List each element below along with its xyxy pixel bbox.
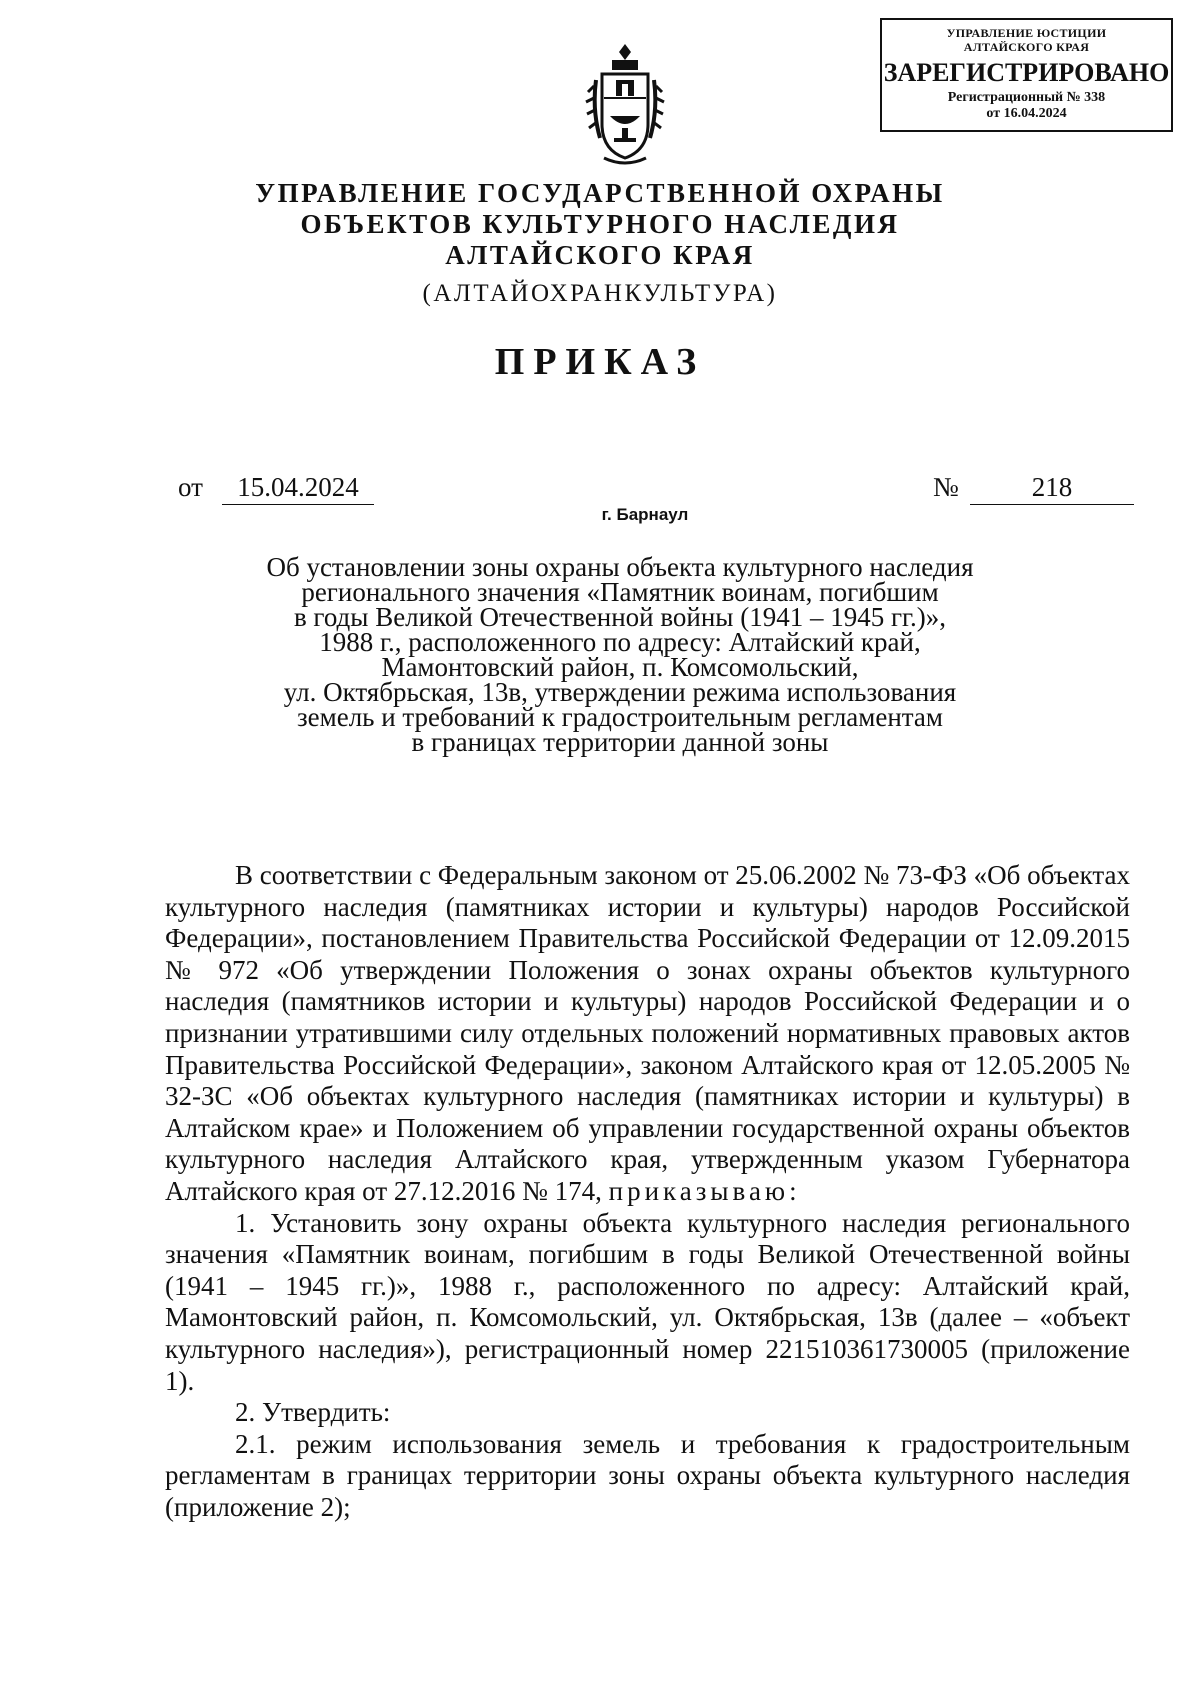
- subject-line: в границах территории данной зоны: [411, 727, 829, 757]
- number-label: №: [933, 472, 959, 502]
- stamp-reg-date: от 16.04.2024: [986, 106, 1067, 121]
- stamp-status: ЗАРЕГИСТРИРОВАНО: [883, 58, 1170, 87]
- order-word: приказываю:: [608, 1175, 801, 1206]
- preamble-text: В соответствии с Федеральным законом от 25.06.2002 № 73-ФЗ «Об объектах культурного наследия (памятниках истории и культуры) народов Российской Федерации», постановлением Правительства Российской Федерации от 12.09.2015 № 972 «Об утверждении Положения о зонах охраны объектов культурного наследия (памятников истории и культуры) народов Российской Федерации и о признании утратившими силу отдельных положений нормативных правовых актов Правительства Российской Федерации», законом Алтайского края от 12.05.2005 № 32-ЗС «Об объектах культурного наследия (памятниках истории и культуры) в Алтайском крае» и Положением об управлении государственной охраны объектов культурного наследия Алтайского края, утвержденным указом Губернатора Алтайского края от 27.12.2016 № 174,: [165, 860, 1131, 1206]
- org-name-line1: УПРАВЛЕНИЕ ГОСУДАРСТВЕННОЙ ОХРАНЫ: [255, 178, 945, 208]
- altai-krai-coat-of-arms-icon: [582, 40, 668, 180]
- stamp-reg-number: Регистрационный № 338: [947, 90, 1106, 105]
- document-number: 218: [970, 472, 1134, 505]
- subject-line: Мамонтовский район, п. Комсомольский,: [381, 652, 859, 682]
- item-1-paragraph: 1. Установить зону охраны объекта культурного наследия регионального значения «Памятник воинам, погибшим в годы Великой Отечественной войны (1941 – 1945 гг.)», 1988 г., расположенного по адресу: Алтайский край, Мамонтовский район, п. Комсомольский, ул. Октябрьская, 13в (далее – «объект культурного наследия»), регистрационный номер 221510361730005 (приложение 1).: [165, 1207, 1130, 1396]
- date-label: от: [178, 472, 203, 502]
- subject-line: земель и требований к градостроительным регламентам: [296, 702, 944, 732]
- subject-line: Об установлении зоны охраны объекта культурного наследия: [266, 552, 974, 582]
- document-body: [165, 860, 1130, 1523]
- item-2-paragraph: 2. Утвердить:: [235, 1397, 391, 1428]
- org-abbreviation: (АЛТАЙОХРАНКУЛЬТУРА): [422, 280, 778, 307]
- document-type-title: ПРИКАЗ: [494, 341, 706, 383]
- city: г. Барнаул: [601, 505, 689, 524]
- registration-stamp: [880, 18, 1173, 132]
- org-name-line2: ОБЪЕКТОВ КУЛЬТУРНОГО НАСЛЕДИЯ: [300, 209, 900, 239]
- stamp-org-line1: УПРАВЛЕНИЕ ЮСТИЦИИ: [946, 26, 1107, 40]
- preamble-paragraph: [165, 860, 1130, 1208]
- stamp-org-line2: АЛТАЙСКОГО КРАЯ: [963, 40, 1090, 54]
- subject-line: 1988 г., расположенного по адресу: Алтайский край,: [319, 627, 921, 657]
- org-name-line3: АЛТАЙСКОГО КРАЯ: [445, 240, 755, 270]
- item-2-1-paragraph: 2.1. режим использования земель и требования к градостроительным регламентам в границах территории зоны охраны объекта культурного наследия (приложение 2);: [165, 1428, 1130, 1522]
- subject-line: регионального значения «Памятник воинам, погибшим: [301, 577, 939, 607]
- document-date: 15.04.2024: [222, 472, 374, 505]
- subject-line: в годы Великой Отечественной войны (1941 – 1945 гг.)»,: [293, 602, 947, 632]
- document-subject: [200, 552, 1040, 757]
- subject-line: ул. Октябрьская, 13в, утверждении режима использования: [283, 677, 957, 707]
